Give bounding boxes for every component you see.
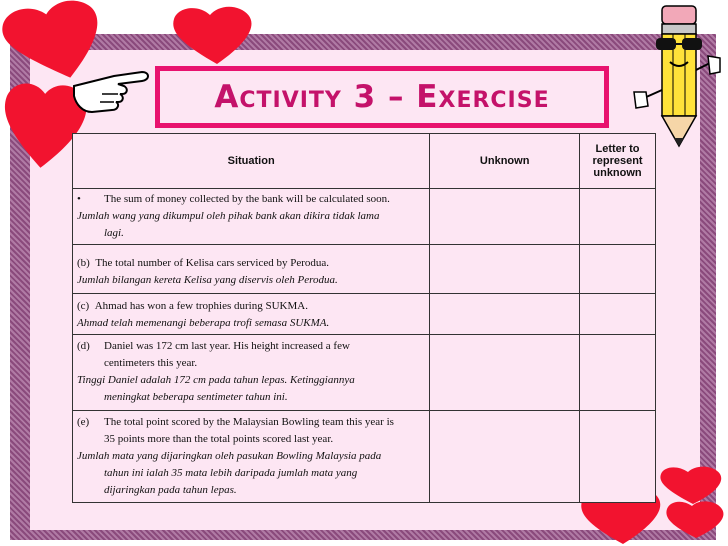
header-unknown: Unknown (430, 134, 580, 189)
situation-malay: Jumlah mata yang dijaringkan oleh pasukan Bowling Malaysia pada (77, 450, 382, 462)
row-marker: (e) (77, 416, 90, 428)
exercise-table (72, 133, 656, 503)
row-marker: (c) (77, 300, 90, 312)
table-row (73, 189, 656, 245)
letter-answer-cell[interactable] (580, 411, 656, 503)
situation-malay: Jumlah bilangan kereta Kelisa yang diservis oleh Perodua. (77, 274, 338, 286)
situation-english-text: The total number of Kelisa cars serviced by Perodua. (95, 257, 329, 269)
situation-english (77, 255, 425, 272)
situation-english-text: Daniel was 172 cm last year. His height increased a few (104, 340, 350, 352)
situation-english (77, 298, 425, 315)
pencil-mascot-icon (628, 0, 728, 150)
situation-malay: tahun ini ialah 35 mata lebih daripada jumlah mata yang (104, 467, 358, 479)
header-letter-line: represent (592, 155, 643, 167)
situation-malay: lagi. (104, 227, 124, 239)
situation-malay: Ahmad telah memenangi beberapa trofi semasa SUKMA. (77, 317, 330, 329)
letter-answer-cell[interactable] (580, 294, 656, 335)
situation-cell (73, 411, 430, 503)
unknown-answer-cell[interactable] (430, 245, 580, 294)
situation-english-text: centimeters this year. (104, 357, 198, 369)
situation-cell (73, 245, 430, 294)
situation-english-text: 35 points more than the total points scored last year. (104, 433, 334, 445)
unknown-answer-cell[interactable] (430, 411, 580, 503)
situation-english (77, 414, 425, 431)
situation-cell (73, 335, 430, 411)
page-title: Activity 3 – Exercise (214, 79, 550, 115)
heart-icon (664, 500, 728, 540)
letter-answer-cell[interactable] (580, 335, 656, 411)
table-row (73, 245, 656, 294)
unknown-answer-cell[interactable] (430, 294, 580, 335)
header-letter (580, 134, 656, 189)
situation-english (77, 191, 425, 208)
letter-answer-cell[interactable] (580, 245, 656, 294)
table-row (73, 294, 656, 335)
pointing-hand-icon (72, 64, 152, 116)
header-situation: Situation (73, 134, 430, 189)
title-banner (155, 66, 609, 128)
unknown-answer-cell[interactable] (430, 189, 580, 245)
situation-cell (73, 294, 430, 335)
table-row (73, 411, 656, 503)
header-letter-line: unknown (593, 167, 642, 179)
row-marker: (b) (77, 257, 90, 269)
situation-english-text: Ahmad has won a few trophies during SUKMA. (94, 300, 308, 312)
situation-malay: Tinggi Daniel adalah 172 cm pada tahun lepas. Ketinggiannya (77, 374, 355, 386)
situation-english-text: The total point scored by the Malaysian Bowling team this year is (104, 416, 394, 428)
header-letter-line: Letter to (595, 143, 640, 155)
table-row (73, 335, 656, 411)
situation-malay: dijaringkan pada tahun lepas. (104, 484, 237, 496)
situation-english (77, 338, 425, 355)
situation-malay: meningkat beberapa sentimeter tahun ini. (104, 391, 288, 403)
situation-malay: Jumlah wang yang dikumpul oleh pihak bank akan dikira tidak lama (77, 210, 380, 222)
letter-answer-cell[interactable] (580, 189, 656, 245)
situation-cell (73, 189, 430, 245)
heart-icon (170, 6, 265, 66)
situation-english-text: The sum of money collected by the bank will be calculated soon. (104, 193, 390, 205)
row-marker: • (77, 193, 81, 205)
row-marker: (d) (77, 340, 90, 352)
unknown-answer-cell[interactable] (430, 335, 580, 411)
table-header-row (73, 134, 656, 189)
